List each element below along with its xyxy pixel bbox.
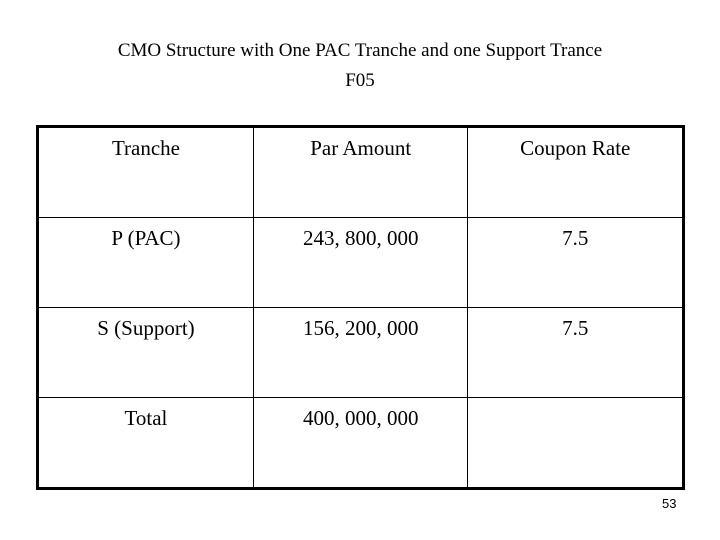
page-number: 53 xyxy=(662,496,677,511)
table-cell xyxy=(468,398,684,489)
table-header-row xyxy=(38,127,684,218)
table-cell: 7.5 xyxy=(468,308,684,398)
table-cell: 400, 000, 000 xyxy=(253,398,468,489)
title-line-1: CMO Structure with One PAC Tranche and one Support Trance xyxy=(117,40,603,61)
title-line-2: F05 xyxy=(345,70,375,91)
header-cell: Coupon Rate xyxy=(468,127,684,218)
table-row xyxy=(38,218,684,308)
header-cell: Par Amount xyxy=(253,127,468,218)
table-cell: 156, 200, 000 xyxy=(253,308,468,398)
cmo-table xyxy=(36,125,685,490)
table-cell: S (Support) xyxy=(38,308,254,398)
table-cell: 243, 800, 000 xyxy=(253,218,468,308)
table-row xyxy=(38,308,684,398)
header-cell: Tranche xyxy=(38,127,254,218)
table-cell: 7.5 xyxy=(468,218,684,308)
table-cell: Total xyxy=(38,398,254,489)
table-row xyxy=(38,398,684,489)
table-cell: P (PAC) xyxy=(38,218,254,308)
